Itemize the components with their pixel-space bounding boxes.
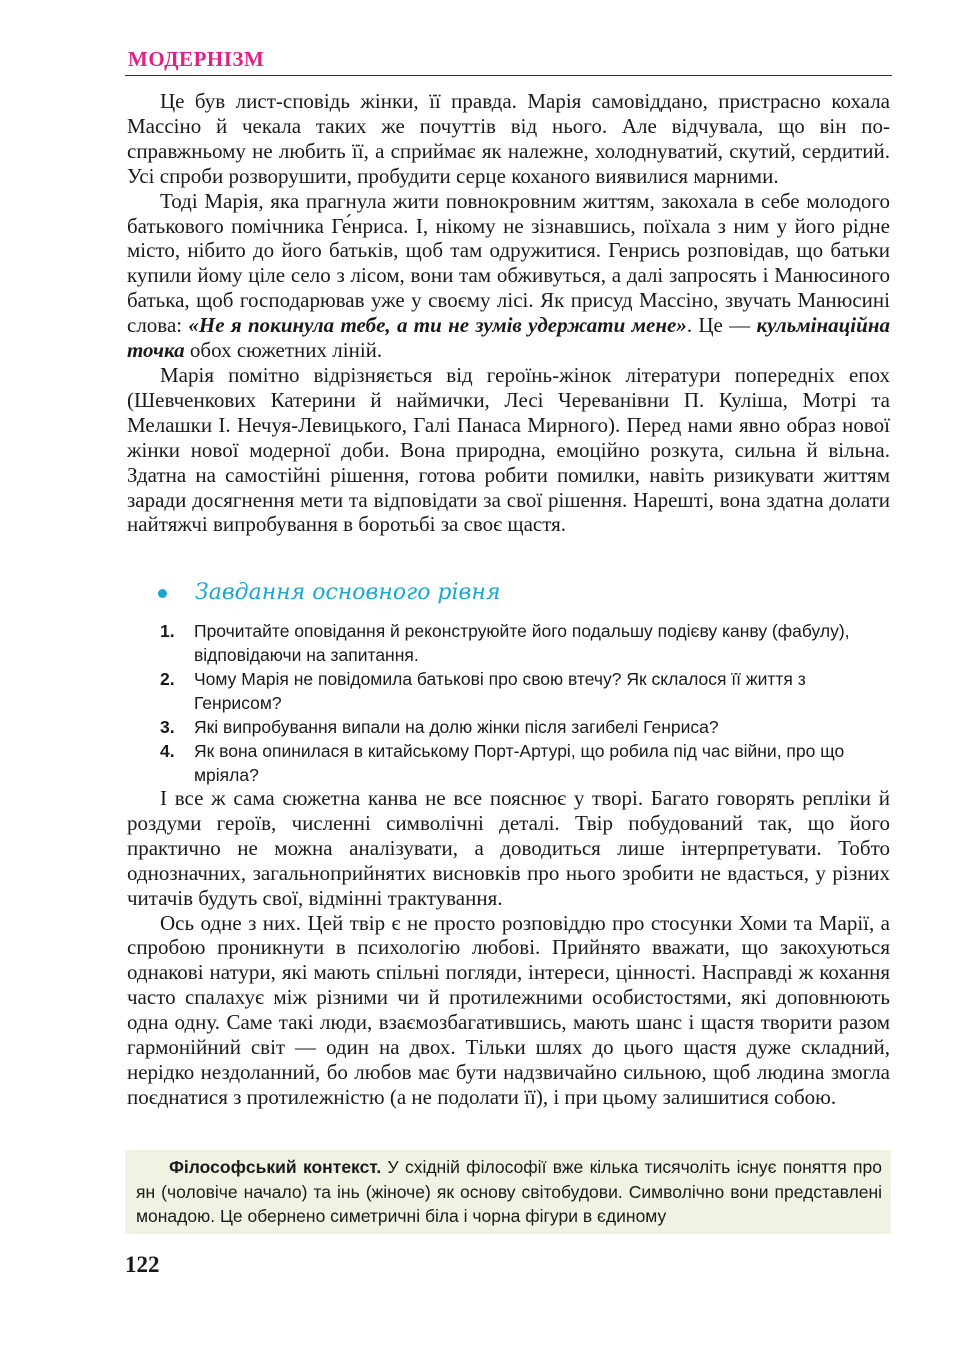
task-number: 3. [160,717,175,737]
paragraph-2 [127,189,890,363]
list-item [160,667,880,715]
task-list [160,619,880,787]
header-divider [125,75,892,76]
context-label: Філософський контекст. [169,1157,382,1177]
tasks-heading: Завдання основного рівня [195,580,501,605]
list-item [160,619,880,667]
bullet-icon [158,589,167,598]
paragraph-4: І все ж сама сюжетна канва не все пояснює у творі. Багато говорять репліки й роздуми героїв, численні символічні деталі. Твір побудований так, що його практично не можна аналізувати, а доводиться лише інтерпретувати. Тобто однозначних, загальноприйнятих висновків про нього зробити не вдасться, у різних читачів будуть свої, відмінні трактування. [127,786,890,910]
term-culmination: кульмінаційна точка [127,313,890,363]
task-number: 4. [160,741,175,761]
page-number: 122 [125,1252,160,1277]
task-number: 2. [160,669,175,689]
paragraph-2-mid: . Це — [686,313,757,338]
paragraph-3: Марія помітно відрізняється від героїнь-жінок літератури попередніх епох (Шевченкових Катерини й наймички, Лесі Череванівни П. Куліша, Мотрі та Мелашки І. Нечуя-Левицького, Галі Панаса Мирного). Перед нами явно образ нової жінки нової модерної доби. Вона природна, емоційно розкута, сильна й вільна. Здатна на самостійні рішення, готова робити помилки, навіть ризикувати життям заради досягнення мети та відповідати за свої рішення. Нарешті, вона здатна долати найтяжчі випробування в боротьбі за своє щастя. [127,362,890,537]
paragraph-5: Ось одне з них. Цей твір є не просто розповіддю про стосунки Хоми та Марії, а спробою проникнути в психологію любові. Прийнято вважати, що закохуються однакові натури, які мають спільні погляди, інтереси, цінності. Насправді ж кохання часто спалахує між різними чи й протилежними особистостями, які доповнюють одна одну. Саме такі люди, взаємозбагатившись, мають шанс і щастя творити разом гармонійний світ — один на двох. Тільки шлях до цього щастя дуже складний, нерідко нездоланний, бо любов має бути надзвичайно сильною, щоб людина змогла поєднатися з протилежністю (а не подолати її), і при цьому залишитися собою. [127,910,890,1109]
body-text-top [127,89,890,537]
paragraph-2-end: обох сюжетних ліній. [184,338,383,363]
paragraph-1: Це був лист-сповідь жінки, її правда. Марія самовіддано, пристрасно кохала Массіно й чекала таких же почуттів від нього. Але відчувала, що він по-справжньому не любить її, а сприймає як належне, холоднуватий, скутий, сердитий. Усі спроби розворушити, пробудити серце коханого виявилися марними. [127,89,890,188]
context-body: У східній філософії вже кілька тисячоліть існує поняття про ян (чоловіче начало) та інь (жіноче) як основу світобудови. Символічно вони представлені монадою. Це обернено симетричні біла і чорна фігури в єдиному [136,1157,882,1226]
task-text: Які випробування випали на долю жінки після загибелі Генриса? [194,717,719,737]
task-text: Прочитайте оповідання й реконструюйте його подальшу подієву канву (фабулу), відповідаючи на запитання. [194,621,850,665]
body-text-bottom [127,786,890,1110]
task-number: 1. [160,621,175,641]
section-title: МОДЕРНІЗМ [128,47,265,71]
context-text [136,1155,882,1229]
list-item [160,715,880,739]
list-item [160,739,880,787]
task-text: Чому Марія не повідомила батькові про свою втечу? Як склалося її життя з Генрисом? [194,669,806,713]
task-text: Як вона опинилася в китайському Порт-Артурі, що робила під час війни, про що мріяла? [194,741,845,785]
quote-text: «Не я покинула тебе, а ти не зумів удержати мене» [188,313,687,338]
paragraph-2-start: Тоді Марія, яка прагнула жити повнокровним життям, закохала в себе молодого батькового помічника Ге́нриса. І, нікому не зізнавшись, поїхала з ним у його рідне місто, нібито до його батьків, щоб там одружитися. Генрись розповідав, що батьки купили йому ціле село з лісом, вони там обживуться, а далі запросять і Манюсиного батька, щоб господарював уже у своєму лісі. Як присуд Массіно, звучать Манюсині слова: [127,188,890,338]
